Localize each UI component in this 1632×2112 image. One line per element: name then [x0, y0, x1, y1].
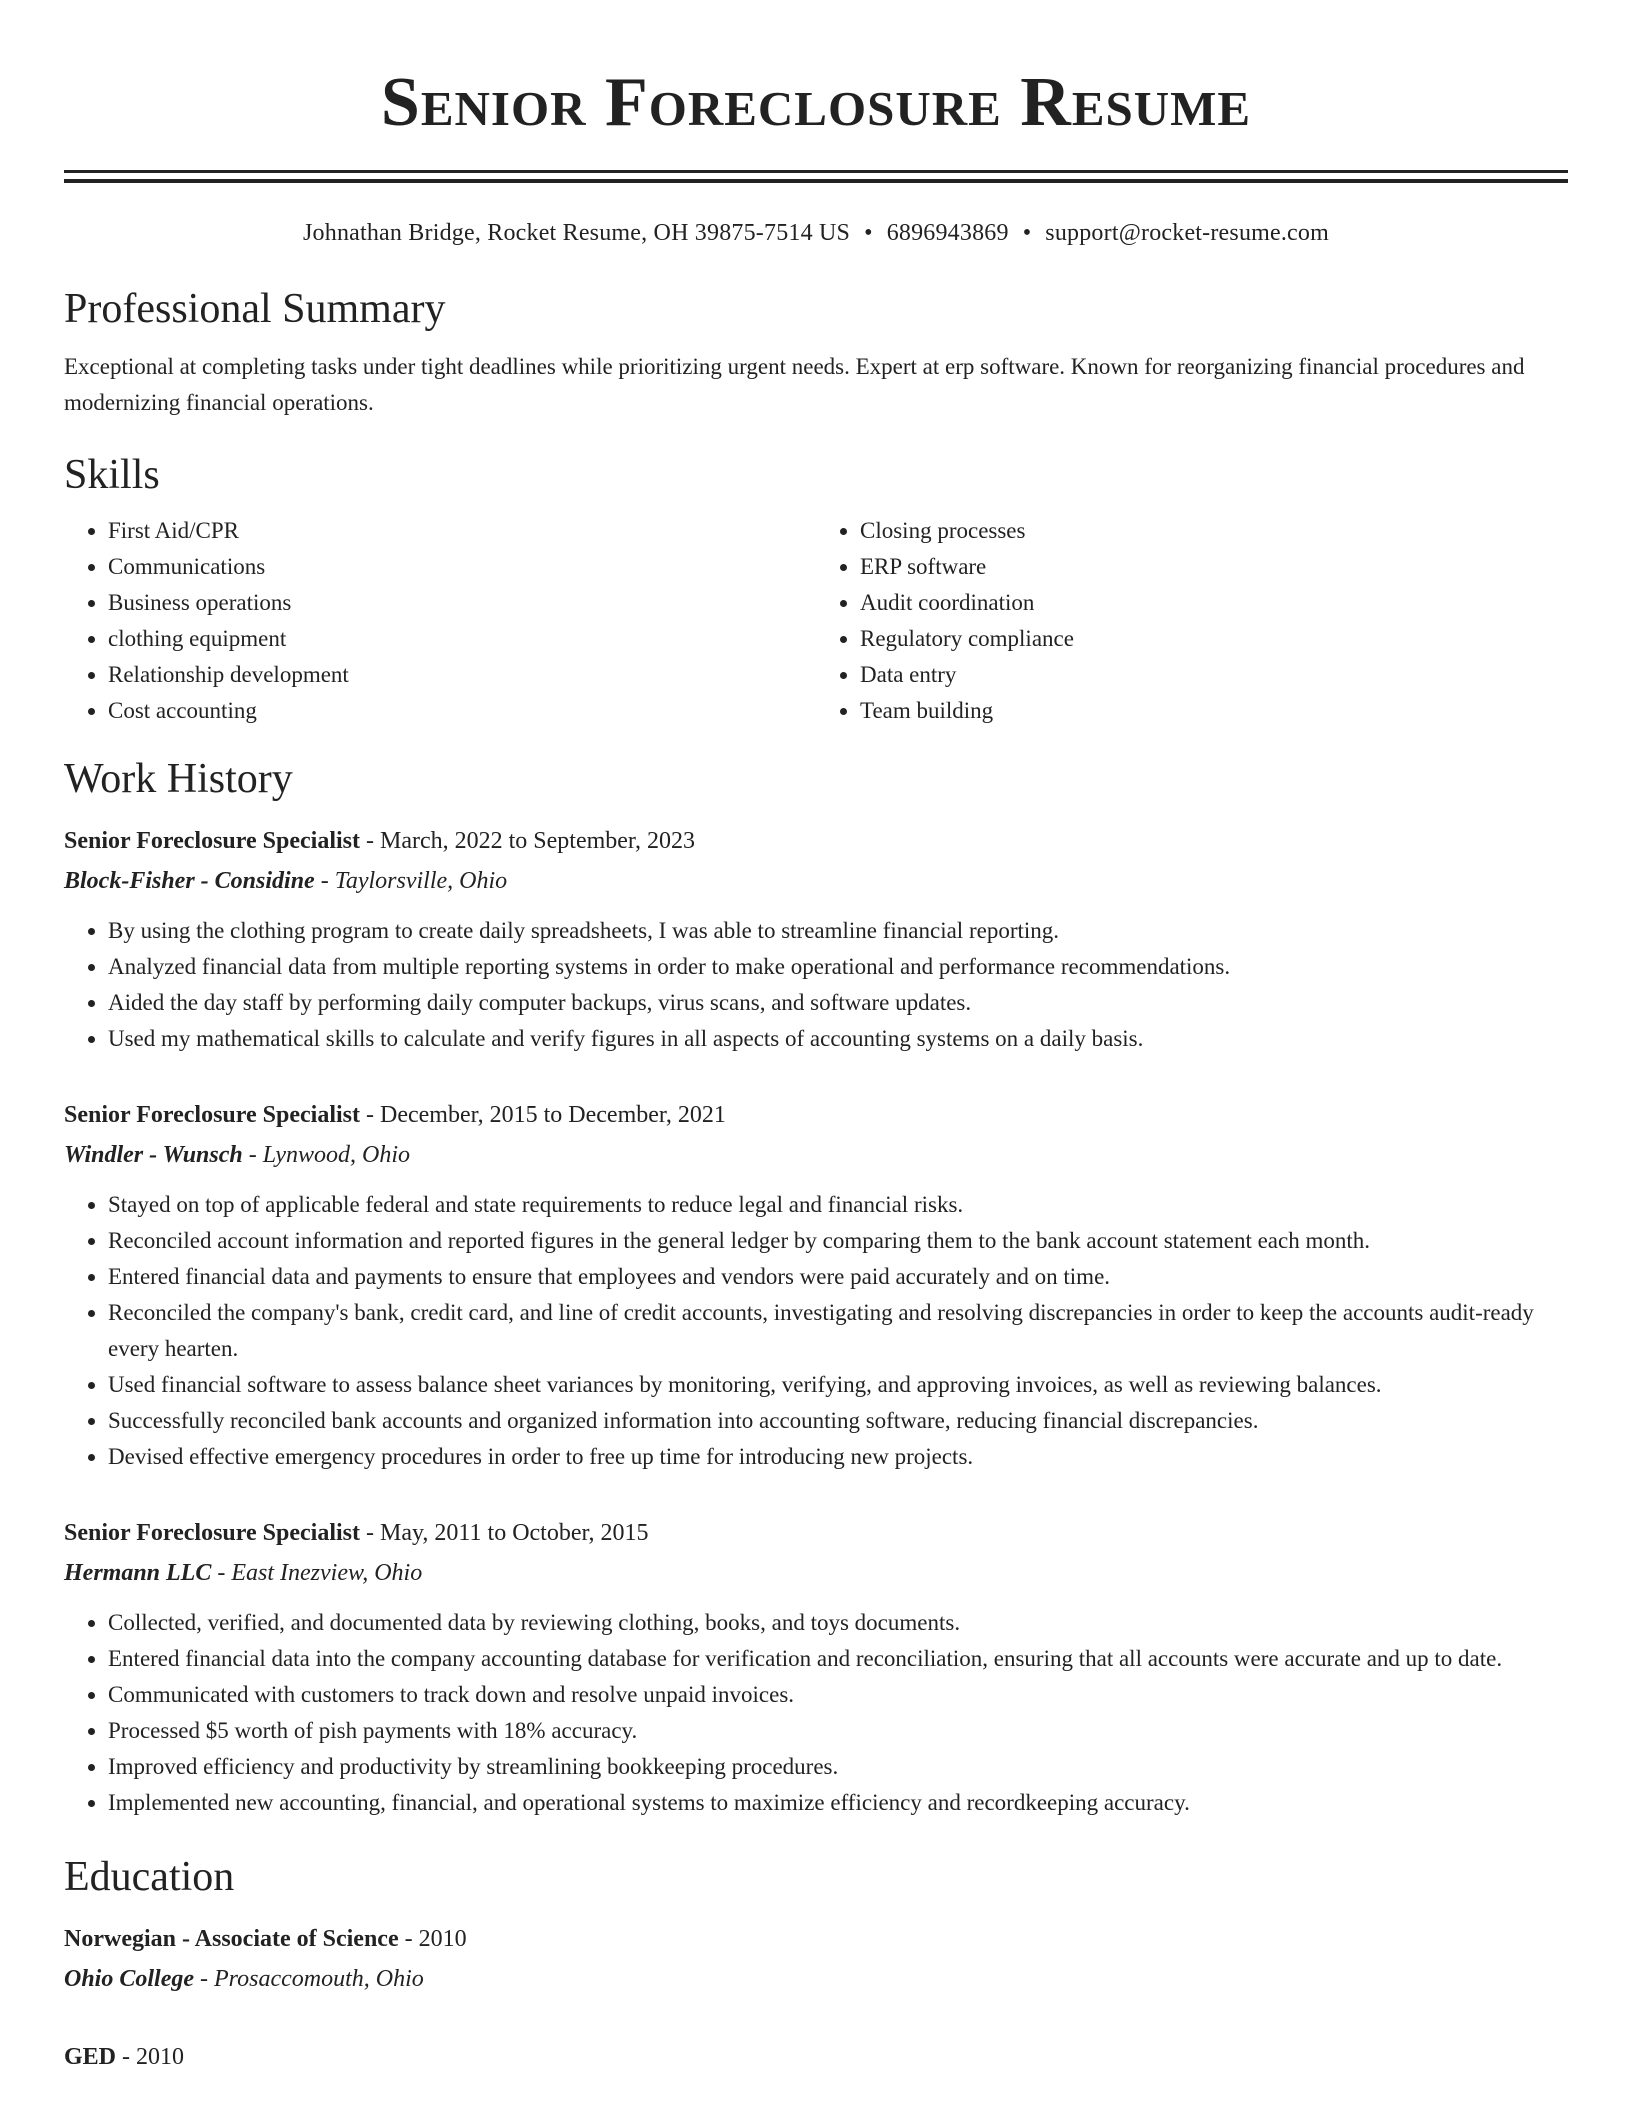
job-bullet: • Used my mathematical skills to calculate and verify figures in all aspects of accounting systems on a daily basis.: [108, 1021, 1568, 1057]
skills-right-list: [816, 513, 1568, 729]
resume-title: Senior Foreclosure Resume: [380, 64, 1252, 141]
job-location: East Inezview, Ohio: [231, 1560, 423, 1586]
education-year: 2010: [136, 2044, 185, 2070]
skill-item: • Cost accounting: [108, 693, 816, 729]
job-bullet: • Collected, verified, and documented data by reviewing clothing, books, and toys documents.: [108, 1605, 1568, 1641]
contact-email: support@rocket-resume.com: [1045, 220, 1329, 246]
job-dates: March, 2022 to September, 2023: [379, 828, 695, 854]
job-title: Senior Foreclosure Specialist: [64, 828, 360, 854]
job-location: Taylorsville, Ohio: [334, 868, 508, 894]
job-company: Windler - Wunsch: [64, 1142, 243, 1168]
skill-item: • First Aid/CPR: [108, 513, 816, 549]
job-bullet: • Entered financial data into the company accounting database for verification and reconciliation, ensuring that all accounts were accurate and up to date.: [108, 1641, 1568, 1677]
job-bullet: • Communicated with customers to track down and resolve unpaid invoices.: [108, 1677, 1568, 1713]
education-heading: Education: [64, 1854, 235, 1900]
job-bullet: • By using the clothing program to create daily spreadsheets, I was able to streamline financial reporting.: [108, 913, 1568, 949]
skill-item: • Relationship development: [108, 657, 816, 693]
job-title-line: Senior Foreclosure Specialist - December, 2015 to December, 2021: [64, 1102, 726, 1128]
work-history-heading: Work History: [64, 756, 293, 802]
summary-heading: Professional Summary: [64, 286, 446, 332]
job-bullet: • Processed $5 worth of pish payments with 18% accuracy.: [108, 1713, 1568, 1749]
skill-item: • Closing processes: [860, 513, 1568, 549]
job-dates: May, 2011 to October, 2015: [379, 1520, 649, 1546]
education-entry: [64, 1919, 1568, 1999]
skills-left-list: [64, 513, 816, 729]
job-bullet: • Used financial software to assess balance sheet variances by monitoring, verifying, and approving invoices, as well as reviewing balances.: [108, 1367, 1568, 1403]
education-degree: Norwegian - Associate of Science: [64, 1926, 399, 1952]
job-company-line: Windler - Wunsch - Lynwood, Ohio: [64, 1142, 411, 1168]
contact-address: Johnathan Bridge, Rocket Resume, OH 39875-7514 US: [303, 220, 851, 246]
job-bullets: [64, 1605, 1568, 1821]
title-rule-top: [64, 170, 1568, 173]
education-degree: GED: [64, 2044, 117, 2070]
job-bullet: • Implemented new accounting, financial, and operational systems to maximize efficiency and recordkeeping accuracy.: [108, 1785, 1568, 1821]
summary-text: Exceptional at completing tasks under tight deadlines while prioritizing urgent needs. Expert at erp software. Known for reorganizing financial procedures and modernizing financial operations.: [64, 354, 1525, 415]
contact-line: [64, 217, 1568, 249]
education-degree-line: Norwegian - Associate of Science - 2010: [64, 1926, 467, 1952]
job-bullet: • Improved efficiency and productivity by streamlining bookkeeping procedures.: [108, 1749, 1568, 1785]
job-bullet: • Reconciled account information and reported figures in the general ledger by comparing them to the bank account statement each month.: [108, 1223, 1568, 1259]
skill-item: • Team building: [860, 693, 1568, 729]
job-bullet: • Devised effective emergency procedures in order to free up time for introducing new projects.: [108, 1439, 1568, 1475]
title-rule-bottom: [64, 179, 1568, 183]
job-company: Hermann LLC: [64, 1560, 212, 1586]
job-bullet: • Analyzed financial data from multiple reporting systems in order to make operational and performance recommendations.: [108, 949, 1568, 985]
education-degree-line: GED - 2010: [64, 2044, 185, 2070]
job-title-line: Senior Foreclosure Specialist - May, 2011 to October, 2015: [64, 1520, 649, 1546]
skill-item: • Regulatory compliance: [860, 621, 1568, 657]
job-bullet: • Aided the day staff by performing daily computer backups, virus scans, and software updates.: [108, 985, 1568, 1021]
contact-separator: •: [1022, 220, 1032, 246]
education-year: 2010: [418, 1926, 467, 1952]
education-location: Prosaccomouth, Ohio: [214, 1966, 424, 1992]
job-bullet: • Successfully reconciled bank accounts and organized information into accounting software, reducing financial discrepancies.: [108, 1403, 1568, 1439]
contact-phone: 6896943869: [886, 220, 1009, 246]
job-dates: December, 2015 to December, 2021: [379, 1102, 726, 1128]
job-bullet: • Stayed on top of applicable federal and state requirements to reduce legal and financial risks.: [108, 1187, 1568, 1223]
job-title: Senior Foreclosure Specialist: [64, 1520, 360, 1546]
skill-item: • Audit coordination: [860, 585, 1568, 621]
education-school-line: Ohio College - Prosaccomouth, Ohio: [64, 1966, 424, 1992]
skill-item: • ERP software: [860, 549, 1568, 585]
job-bullet: • Reconciled the company's bank, credit card, and line of credit accounts, investigating and resolving discrepancies in order to keep the accounts audit-ready every hearten.: [108, 1295, 1568, 1367]
job-bullet: • Entered financial data and payments to ensure that employees and vendors were paid accurately and on time.: [108, 1259, 1568, 1295]
contact-separator: •: [864, 220, 873, 246]
job-bullets: [64, 1187, 1568, 1475]
job-entry: [64, 821, 1568, 1057]
job-entry: [64, 1513, 1568, 1821]
skill-item: • Data entry: [860, 657, 1568, 693]
skill-item: • Business operations: [108, 585, 816, 621]
skill-item: • clothing equipment: [108, 621, 816, 657]
skills-grid: [64, 513, 1568, 729]
job-company-line: Hermann LLC - East Inezview, Ohio: [64, 1560, 423, 1586]
education-entry: [64, 2037, 1568, 2077]
education-school: Ohio College: [64, 1966, 194, 1992]
job-bullets: [64, 913, 1568, 1057]
job-entry: [64, 1095, 1568, 1475]
job-title: Senior Foreclosure Specialist: [64, 1102, 360, 1128]
skills-heading: Skills: [64, 452, 160, 498]
job-company: Block-Fisher - Considine: [64, 868, 315, 894]
job-location: Lynwood, Ohio: [262, 1142, 411, 1168]
job-company-line: Block-Fisher - Considine - Taylorsville, Ohio: [64, 868, 508, 894]
job-title-line: Senior Foreclosure Specialist - March, 2022 to September, 2023: [64, 828, 695, 854]
skill-item: • Communications: [108, 549, 816, 585]
